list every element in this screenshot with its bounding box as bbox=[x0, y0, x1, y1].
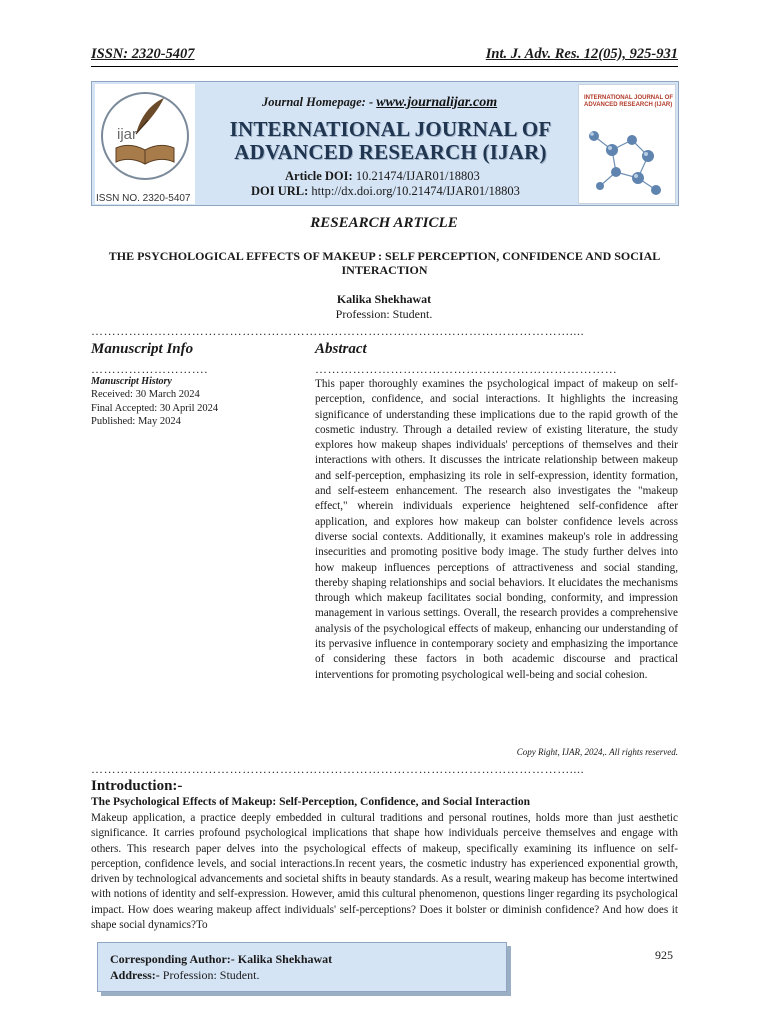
citation-header: Int. J. Adv. Res. 12(05), 925-931 bbox=[485, 46, 678, 62]
corresponding-address bbox=[110, 968, 259, 983]
page-number: 925 bbox=[655, 948, 673, 962]
article-type: RESEARCH ARTICLE bbox=[310, 215, 458, 231]
address-label: Address:- bbox=[110, 968, 160, 982]
corresponding-author-box bbox=[97, 942, 507, 992]
author-name: Kalika Shekhawat bbox=[336, 292, 432, 306]
introduction-text: Makeup application, a practice deeply embedded in cultural traditions and personal routines, holds more than just aesthetic significance. It carries profound psychological implications that shape how individuals perceive themselves and engage with others. This research paper delves into the psychological effects of makeup, specifically examining its influence on self-perception, confidence levels, and social interactions.In recent years, the cosmetic industry has experienced exponential growth, driven by technological advancements and societal shifts in beauty standards. As a result, wearing makeup has become intertwined with notions of identity and self-expression. However, amid this cultural phenomenon, questions linger regarding its psychological impact. How does wearing makeup affect individuals' self-perceptions? Does it bolster or diminish confidence? And how does it shape social dynamics?To bbox=[91, 812, 678, 932]
abstract-text: This paper thoroughly examines the psychological impact of makeup on self-perception, confidence, and social interactions. It highlights the increasing significance of understanding these implications due to the rapid growth of the cosmetic industry. Through a detailed review of existing literature, the study explores how makeup shapes individuals' perceptions of themselves and their interactions with others. It discusses the intricate relationship between makeup and self-perception, emphasizing its role in self-expression, identity formation, and self-esteem enhancement. The research also investigates the "makeup effect," wherein individuals experience heightened self-confidence after application, and explores how makeup can bolster confidence levels across diverse social contexts. Additionally, it examines makeup's role in addressing insecurities and promoting positive body image. The study further delves into how makeup influences perceptions of attractiveness and social standing, thereby shaping relationships and social behaviors. It elucidates the mechanisms through which makeup facilitates social bonding, conformity, and impression management in various settings. Overall, the research provides a comprehensive analysis of the psychological effects of makeup, enhancing our understanding of its pervasive influence in contemporary society and emphasizing the importance of considering these factors in both academic discourse and practical interventions for promoting psychological well-being and social cohesion. bbox=[315, 378, 678, 681]
header-rule bbox=[91, 66, 678, 67]
journal-homepage bbox=[262, 95, 497, 111]
abstract-heading: Abstract bbox=[315, 341, 367, 357]
cover-title: INTERNATIONAL JOURNAL OF ADVANCED RESEARCH (IJAR) bbox=[584, 95, 674, 108]
accepted-date: Final Accepted: 30 April 2024 bbox=[91, 403, 219, 414]
issn-header: ISSN: 2320-5407 bbox=[91, 46, 195, 62]
separator-top: …………………………………………………………………………………………………….... bbox=[91, 324, 585, 338]
introduction-heading: Introduction:- bbox=[91, 778, 183, 794]
logo-issn: ISSN NO. 2320-5407 bbox=[96, 193, 191, 204]
published-date: Published: May 2024 bbox=[91, 416, 181, 427]
molecule-image-icon bbox=[582, 116, 672, 200]
introduction-subheading: The Psychological Effects of Makeup: Self-Perception, Confidence, and Social Interaction bbox=[91, 796, 530, 808]
homepage-label: Journal Homepage: - bbox=[262, 95, 374, 109]
paper-title: THE PSYCHOLOGICAL EFFECTS OF MAKEUP : SELF PERCEPTION, CONFIDENCE AND SOCIAL INTERACTION bbox=[108, 249, 661, 277]
doi-value: 10.21474/IJAR01/18803 bbox=[355, 169, 480, 183]
journal-title: INTERNATIONAL JOURNAL OF ADVANCED RESEARCH (IJAR) bbox=[229, 117, 552, 164]
article-doi bbox=[285, 169, 480, 184]
received-date: Received: 30 March 2024 bbox=[91, 389, 200, 400]
logo-text: ijar bbox=[117, 126, 138, 143]
separator-bottom: …………………………………………………………………………………………………….... bbox=[91, 762, 585, 776]
doi-url-link[interactable]: http://dx.doi.org/10.21474/IJAR01/18803 bbox=[311, 184, 520, 198]
manuscript-history-label: Manuscript History bbox=[91, 376, 172, 387]
author-affiliation: Profession: Student. bbox=[335, 307, 433, 321]
corresponding-name: Kalika Shekhawat bbox=[237, 952, 333, 966]
separator-left: ………………………. bbox=[91, 362, 208, 376]
doi-label: Article DOI: bbox=[285, 169, 353, 183]
book-icon bbox=[112, 140, 178, 166]
address-value: Profession: Student. bbox=[162, 968, 260, 982]
manuscript-info-heading: Manuscript Info bbox=[91, 341, 194, 357]
doi-url-label: DOI URL: bbox=[251, 184, 309, 198]
corresponding-label: Corresponding Author:- bbox=[110, 952, 235, 966]
copyright-notice: Copy Right, IJAR, 2024,. All rights reserved. bbox=[516, 747, 678, 757]
separator-right: ……………………………………………………………… bbox=[315, 362, 618, 376]
corresponding-author bbox=[110, 952, 332, 967]
doi-url bbox=[251, 184, 520, 199]
homepage-link[interactable]: www.journalijar.com bbox=[376, 95, 498, 110]
